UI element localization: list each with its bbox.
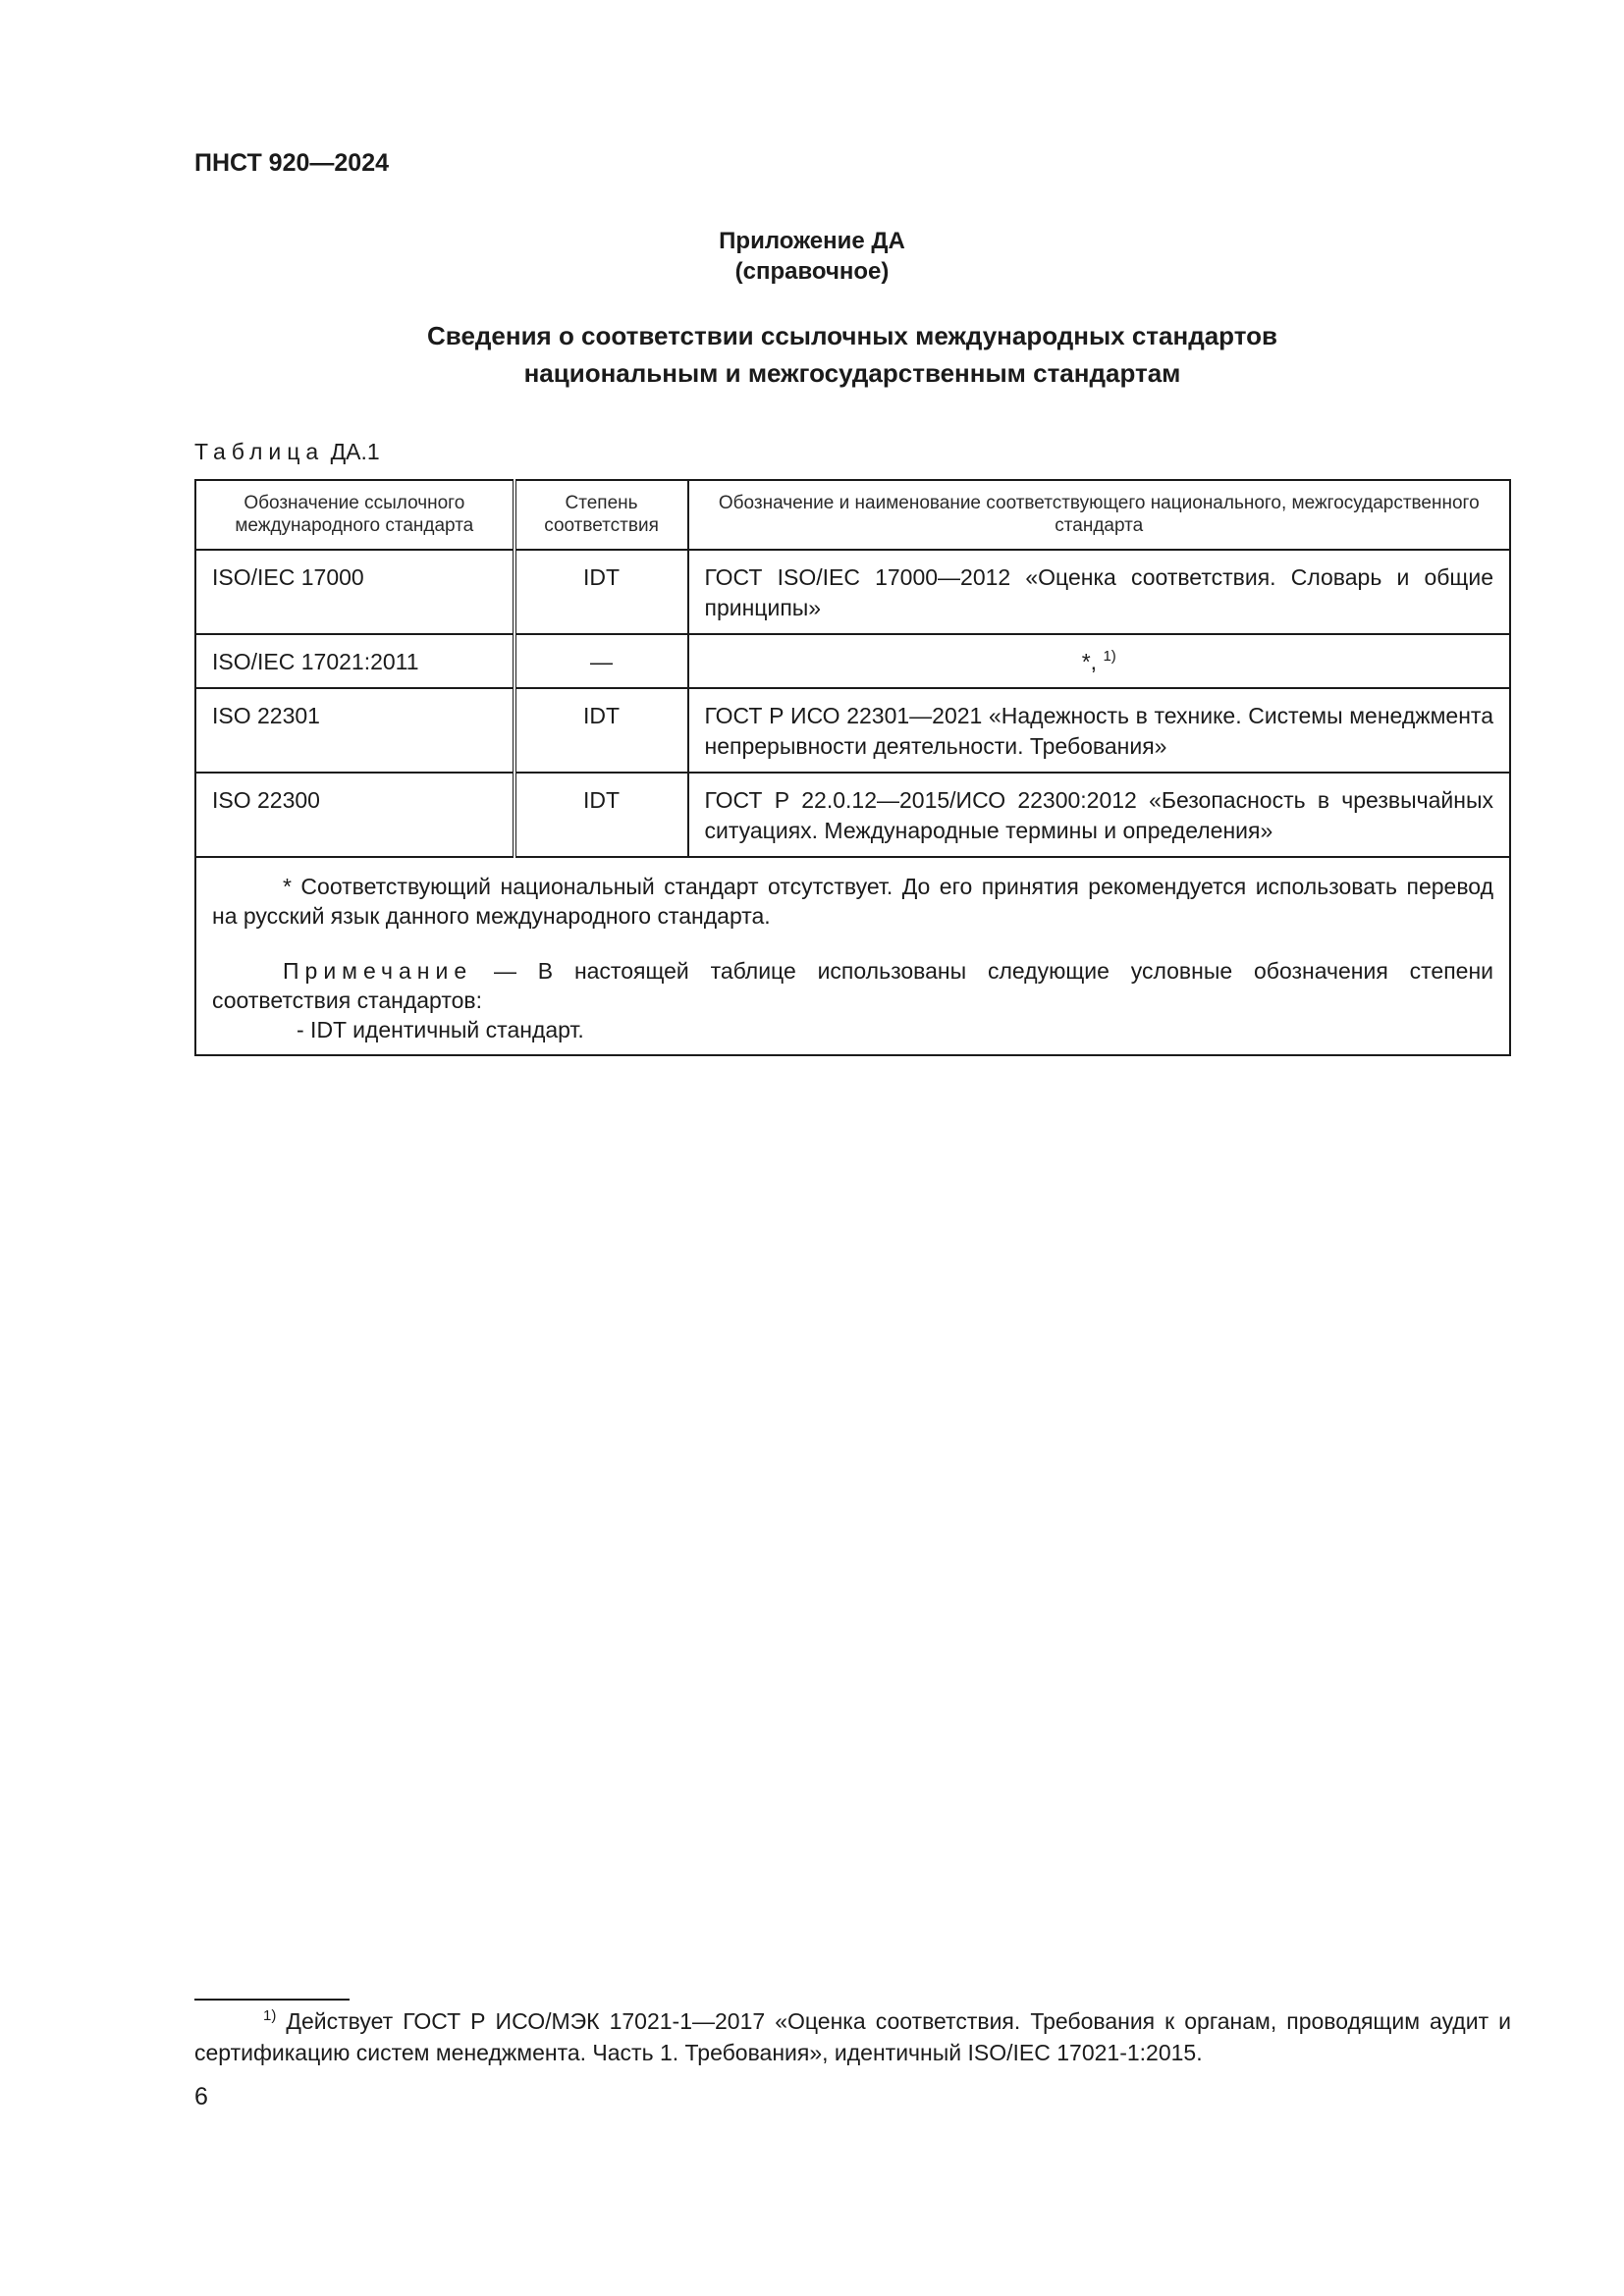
note-bullet: - IDT идентичный стандарт. — [297, 1017, 584, 1042]
appendix-subtitle: (справочное) — [734, 258, 890, 285]
table-notes — [195, 857, 1510, 1055]
table-notes-row — [195, 857, 1510, 1055]
note-word: Примечание — [283, 958, 473, 984]
cell-degree: IDT — [514, 773, 688, 857]
footnote-divider — [194, 1999, 350, 2001]
note-paragraph — [212, 956, 1493, 1015]
asterisk-note: * Соответствующий национальный стандарт отсутствует. До его принятия рекомендуется использовать перевод на русский язык данного международного стандарта. — [212, 874, 1493, 929]
table-row — [195, 550, 1510, 634]
cell-standard: ISO/IEC 17021:2011 — [195, 634, 514, 688]
cell-national: ГОСТ Р 22.0.12—2015/ИСО 22300:2012 «Безопасность в чрезвычайных ситуациях. Международные термины и определения» — [688, 773, 1511, 857]
cell-standard: ISO 22301 — [195, 688, 514, 773]
appendix-title: Приложение ДА — [719, 228, 905, 254]
section-title — [194, 317, 1510, 392]
footnote-ref: 1) — [1103, 648, 1116, 665]
header-degree: Степень соответствия — [514, 480, 688, 550]
header-international-standard: Обозначение ссылочного международного стандарта — [195, 480, 514, 550]
page-number: 6 — [194, 2083, 208, 2110]
cell-national: ГОСТ ISO/IEC 17000—2012 «Оценка соответствия. Словарь и общие принципы» — [688, 550, 1511, 634]
footnote-text: Действует ГОСТ Р ИСО/МЭК 17021-1—2017 «Оценка соответствия. Требования к органам, проводящим аудит и сертификацию систем менеджмента. Часть 1. Требования», идентичный ISO/IEC 17021-1:2015. — [194, 2008, 1511, 2065]
cell-standard: ISO/IEC 17000 — [195, 550, 514, 634]
correspondence-table — [194, 479, 1511, 1056]
table-label-word: Таблица — [194, 439, 325, 464]
cell-degree: — — [514, 634, 688, 688]
cell-national-text: *, — [1081, 649, 1104, 674]
footnote-marker: 1) — [263, 2007, 277, 2024]
footnote-text-block — [194, 2005, 1511, 2068]
table-row — [195, 634, 1510, 688]
cell-standard: ISO 22300 — [195, 773, 514, 857]
footnote — [194, 2005, 1511, 2068]
table-label-number: ДА.1 — [330, 439, 380, 464]
section-title-line-1: Сведения о соответствии ссылочных международных стандартов — [427, 321, 1277, 350]
table-row — [195, 773, 1510, 857]
document-id: ПНСТ 920—2024 — [194, 149, 389, 177]
cell-degree: IDT — [514, 550, 688, 634]
table-header-row — [195, 480, 1510, 550]
table-label — [194, 439, 380, 465]
cell-national: ГОСТ Р ИСО 22301—2021 «Надежность в технике. Системы менеджмента непрерывности деятельности. Требования» — [688, 688, 1511, 773]
table-row — [195, 688, 1510, 773]
note-text: — В настоящей таблице использованы следующие условные обозначения степени соответствия стандартов: — [212, 958, 1493, 1013]
header-national-standard: Обозначение и наименование соответствующего национального, межгосударственного стандарта — [688, 480, 1511, 550]
cell-degree: IDT — [514, 688, 688, 773]
section-title-line-2: национальным и межгосударственным стандартам — [523, 358, 1181, 388]
cell-national — [688, 634, 1511, 688]
